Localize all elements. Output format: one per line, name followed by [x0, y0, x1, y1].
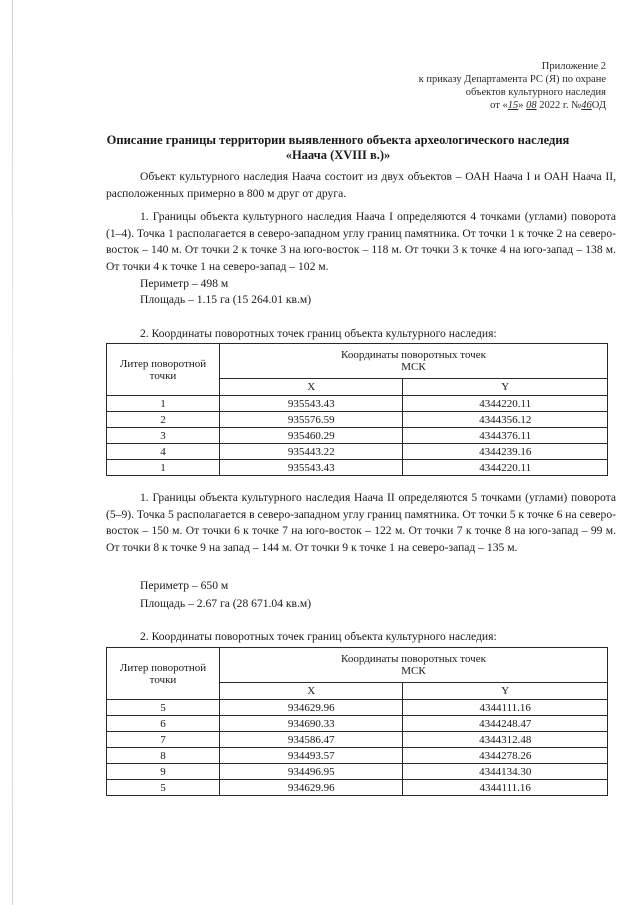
table-row [107, 764, 608, 780]
coords-header-line-2: МСК [401, 665, 426, 677]
section2-table-caption: 2. Координаты поворотных точек границ объекта культурного наследия: [140, 630, 497, 643]
x-cell: 934629.96 [220, 700, 403, 716]
y-cell: 4344356.12 [403, 412, 608, 428]
table-row [107, 732, 608, 748]
title-line-1: Описание границы территории выявленного объекта археологического наследия [106, 133, 570, 147]
order-number: 46 [581, 100, 592, 111]
section1-table-caption: 2. Координаты поворотных точек границ объекта культурного наследия: [140, 327, 497, 340]
table-row [107, 428, 608, 444]
y-header: Y [403, 683, 608, 700]
section2-area: Площадь – 2.67 га (28 671.04 кв.м) [140, 597, 312, 610]
x-cell: 935543.43 [220, 460, 403, 476]
coords-header-line-1: Координаты поворотных точек [341, 349, 486, 361]
date-day: 15 [507, 100, 519, 111]
y-cell: 4344278.26 [403, 748, 608, 764]
section1-area: Площадь – 1.15 га (15 264.01 кв.м) [140, 293, 312, 306]
liter-header: Литер поворотной точки [107, 648, 220, 700]
x-cell: 934690.33 [220, 716, 403, 732]
page-fold-line [12, 0, 13, 905]
table-row [107, 716, 608, 732]
y-cell: 4344376.11 [403, 428, 608, 444]
appendix-line-1: Приложение 2 [541, 61, 606, 72]
y-cell: 4344312.48 [403, 732, 608, 748]
coords-header [220, 344, 608, 379]
table-row [107, 780, 608, 796]
appendix-line-3: объектов культурного наследия [465, 87, 606, 98]
appendix-line-2: к приказу Департамента РС (Я) по охране [418, 74, 606, 85]
liter-cell: 4 [107, 444, 220, 460]
y-cell: 4344111.16 [403, 780, 608, 796]
liter-cell: 9 [107, 764, 220, 780]
x-cell: 935543.43 [220, 396, 403, 412]
x-cell: 934496.95 [220, 764, 403, 780]
section1-coordinates-table [106, 343, 608, 476]
coords-header-line-2: МСК [401, 361, 426, 373]
y-cell: 4344220.11 [403, 396, 608, 412]
liter-cell: 8 [107, 748, 220, 764]
table-row [107, 460, 608, 476]
y-cell: 4344248.47 [403, 716, 608, 732]
liter-cell: 6 [107, 716, 220, 732]
appendix-date-line [346, 99, 606, 112]
liter-cell: 5 [107, 780, 220, 796]
section2-coordinates-table [106, 647, 608, 796]
x-cell: 934629.96 [220, 780, 403, 796]
date-year: 2022 г. № [536, 100, 582, 111]
table-row [107, 444, 608, 460]
section1-description: 1. Границы объекта культурного наследия Наача I определяются 4 точками (углами) поворота (1–4). Точка 1 располагается в северо-западном углу границ памятника. От точки 1 к точке 2 на северо-восток – 140 м. От точки 2 к точке 3 на юго-восток – 118 м. От точки 3 к точке 4 на юго-запад – 138 м. От точки 4 к точке 1 на северо-запад – 102 м. [106, 210, 616, 273]
x-header: X [220, 683, 403, 700]
y-cell: 4344111.16 [403, 700, 608, 716]
section2-description: 1. Границы объекта культурного наследия Наача II определяются 5 точками (углами) поворота (5–9). Точка 5 располагается в северо-западном углу границ памятника. От точки 5 к точке 6 на северо-восток – 150 м. От точки 6 к точке 7 на юго-восток – 122 м. От точки 7 к точке 8 на юго-запад – 99 м. От точки 8 к точке 9 на запад – 144 м. От точки 9 к точке 1 на северо-запад – 135 м. [106, 491, 616, 554]
x-header: X [220, 379, 403, 396]
table-row [107, 748, 608, 764]
liter-header: Литер поворотной точки [107, 344, 220, 396]
liter-cell: 2 [107, 412, 220, 428]
y-header: Y [403, 379, 608, 396]
table-row [107, 700, 608, 716]
date-month: 08 [526, 100, 537, 111]
x-cell: 934586.47 [220, 732, 403, 748]
liter-cell: 5 [107, 700, 220, 716]
order-suffix: ОД [591, 100, 606, 111]
table-row [107, 412, 608, 428]
x-cell: 935460.29 [220, 428, 403, 444]
section2-perimeter: Периметр – 650 м [140, 579, 229, 592]
table-row [107, 396, 608, 412]
liter-cell: 7 [107, 732, 220, 748]
liter-cell: 1 [107, 460, 220, 476]
liter-cell: 3 [107, 428, 220, 444]
section1-perimeter: Периметр – 498 м [140, 277, 229, 290]
y-cell: 4344220.11 [403, 460, 608, 476]
date-mid: » [518, 100, 527, 111]
y-cell: 4344134.30 [403, 764, 608, 780]
coords-header [220, 648, 608, 683]
x-cell: 935443.22 [220, 444, 403, 460]
x-cell: 934493.57 [220, 748, 403, 764]
y-cell: 4344239.16 [403, 444, 608, 460]
title-line-2: «Наача (XVIII в.)» [285, 148, 391, 162]
coords-header-line-1: Координаты поворотных точек [341, 653, 486, 665]
x-cell: 935576.59 [220, 412, 403, 428]
liter-cell: 1 [107, 396, 220, 412]
document-title [60, 133, 616, 163]
appendix-header [346, 60, 606, 112]
intro-paragraph: Объект культурного наследия Наача состоит из двух объектов – ОАН Наача I и ОАН Наача II, расположенных примерно в 800 м друг от друга. [106, 170, 616, 200]
date-prefix: от « [490, 100, 508, 111]
